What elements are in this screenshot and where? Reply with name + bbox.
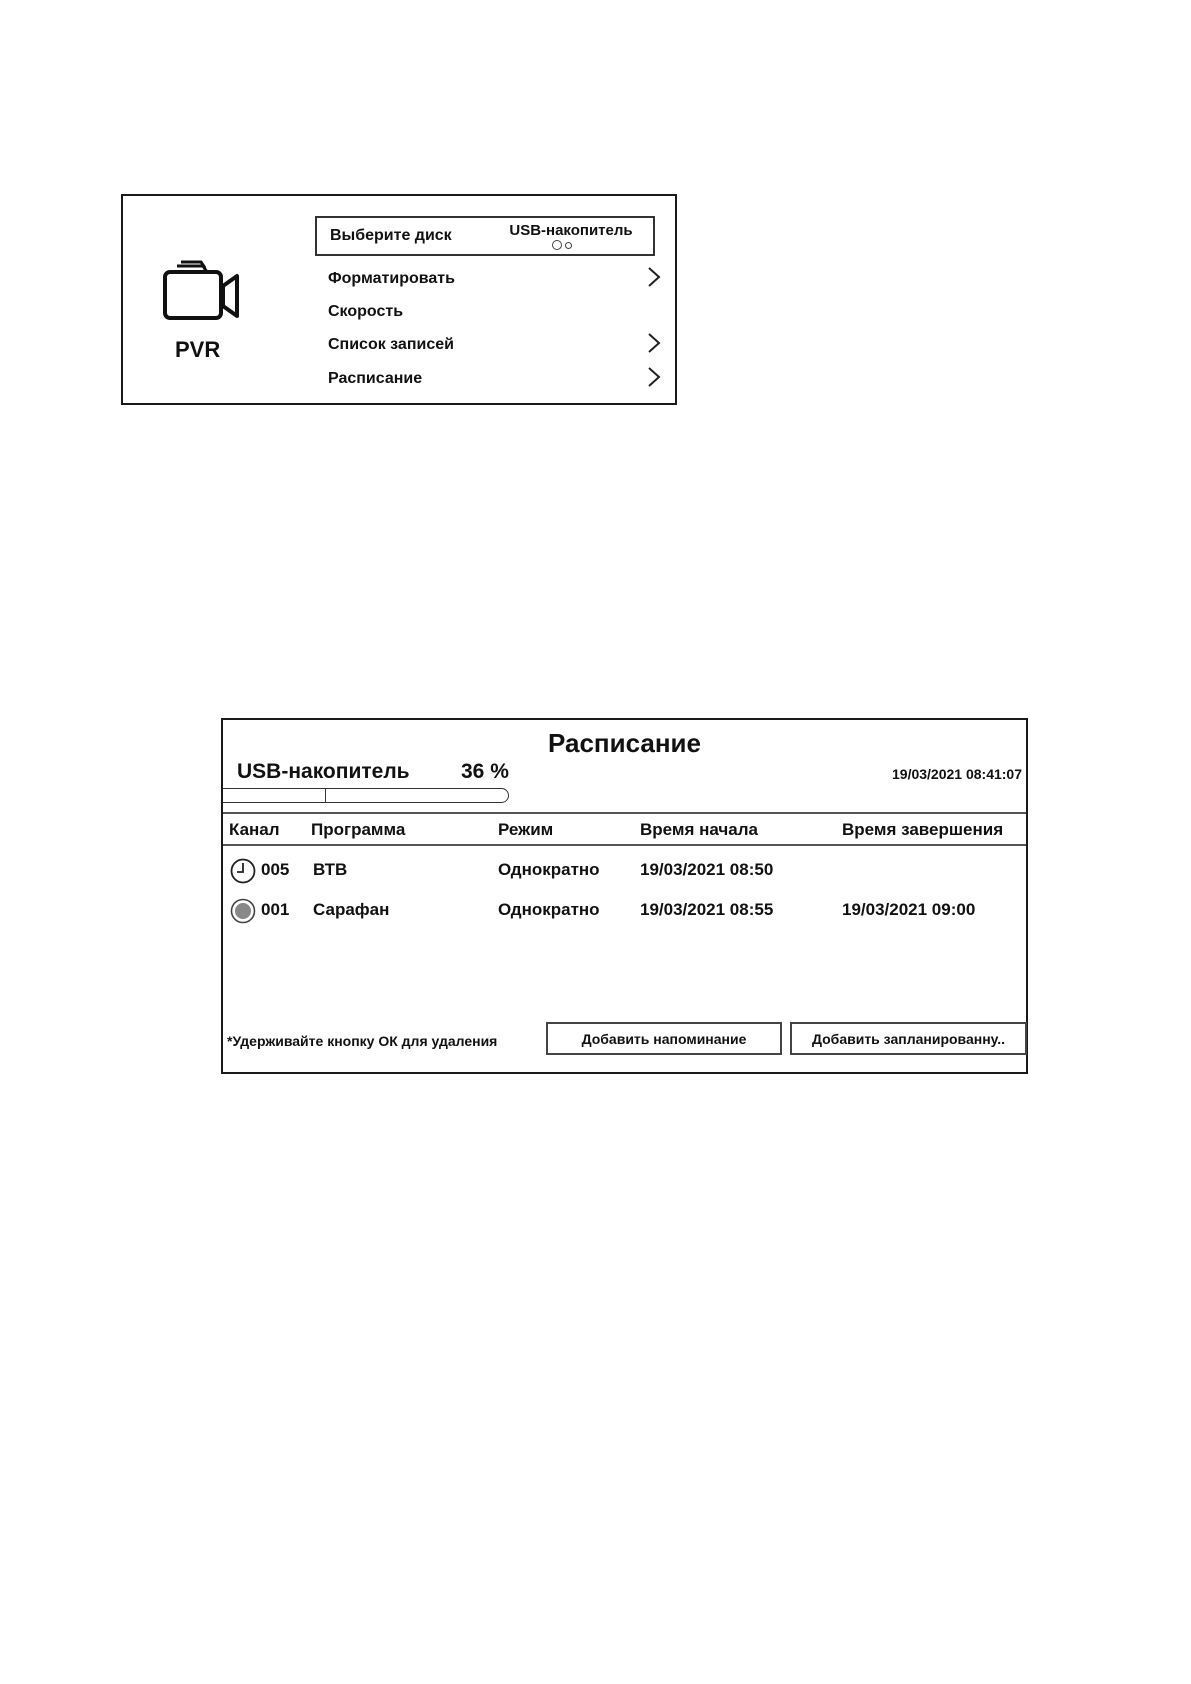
storage-usage: 36 % <box>461 760 509 783</box>
table-row[interactable] <box>223 894 1026 928</box>
column-header-mode: Режим <box>498 820 554 839</box>
cell-program: ВТВ <box>313 860 348 879</box>
menu-item-label: Расписание <box>328 370 423 387</box>
page-dots <box>552 240 572 250</box>
video-camera-icon <box>159 254 245 324</box>
storage-progress-bar <box>223 788 509 803</box>
add-reminder-button[interactable]: Добавить напоминание <box>546 1022 782 1055</box>
storage-name: USB-накопитель <box>237 760 410 783</box>
page-title: Расписание <box>548 728 701 758</box>
cell-channel: 001 <box>261 900 290 919</box>
column-header-program: Программа <box>311 820 406 839</box>
menu-item-label: Скорость <box>328 303 404 320</box>
menu-item-schedule[interactable] <box>323 364 663 394</box>
column-header-channel: Канал <box>229 820 280 839</box>
clock-icon <box>230 858 256 884</box>
dot-active <box>552 240 562 250</box>
divider <box>223 812 1026 814</box>
menu-item-label: Форматировать <box>328 270 455 287</box>
menu-item-label: Список записей <box>328 336 454 353</box>
chevron-right-icon <box>647 332 661 354</box>
table-row[interactable] <box>223 854 1026 888</box>
menu-item-recordings[interactable] <box>323 330 663 360</box>
menu-item-speed[interactable] <box>323 297 663 327</box>
menu-item-label: Выберите диск <box>330 227 452 244</box>
pvr-title: PVR <box>175 337 221 362</box>
schedule-panel <box>221 718 1028 1074</box>
cell-mode: Однократно <box>498 860 600 879</box>
delete-hint: *Удерживайте кнопку ОК для удаления <box>227 1033 498 1049</box>
storage-progress-fill <box>223 789 326 802</box>
cell-channel: 005 <box>261 860 290 879</box>
chevron-right-icon <box>647 366 661 388</box>
cell-mode: Однократно <box>498 900 600 919</box>
divider <box>223 844 1026 846</box>
cell-end: 19/03/2021 09:00 <box>842 900 976 919</box>
cell-start: 19/03/2021 08:55 <box>640 900 774 919</box>
add-scheduled-button[interactable]: Добавить запланированну.. <box>790 1022 1027 1055</box>
chevron-right-icon <box>647 266 661 288</box>
column-header-end: Время завершения <box>842 820 1004 839</box>
menu-item-select-disk[interactable] <box>315 216 655 256</box>
record-icon <box>230 898 256 924</box>
dot-inactive <box>565 242 572 249</box>
pvr-menu-panel <box>121 194 677 405</box>
disk-value: USB-накопитель <box>509 222 633 239</box>
current-datetime: 19/03/2021 08:41:07 <box>892 766 1022 782</box>
menu-item-format[interactable] <box>323 264 663 294</box>
cell-program: Сарафан <box>313 900 390 919</box>
cell-start: 19/03/2021 08:50 <box>640 860 774 879</box>
column-header-start: Время начала <box>640 820 758 839</box>
